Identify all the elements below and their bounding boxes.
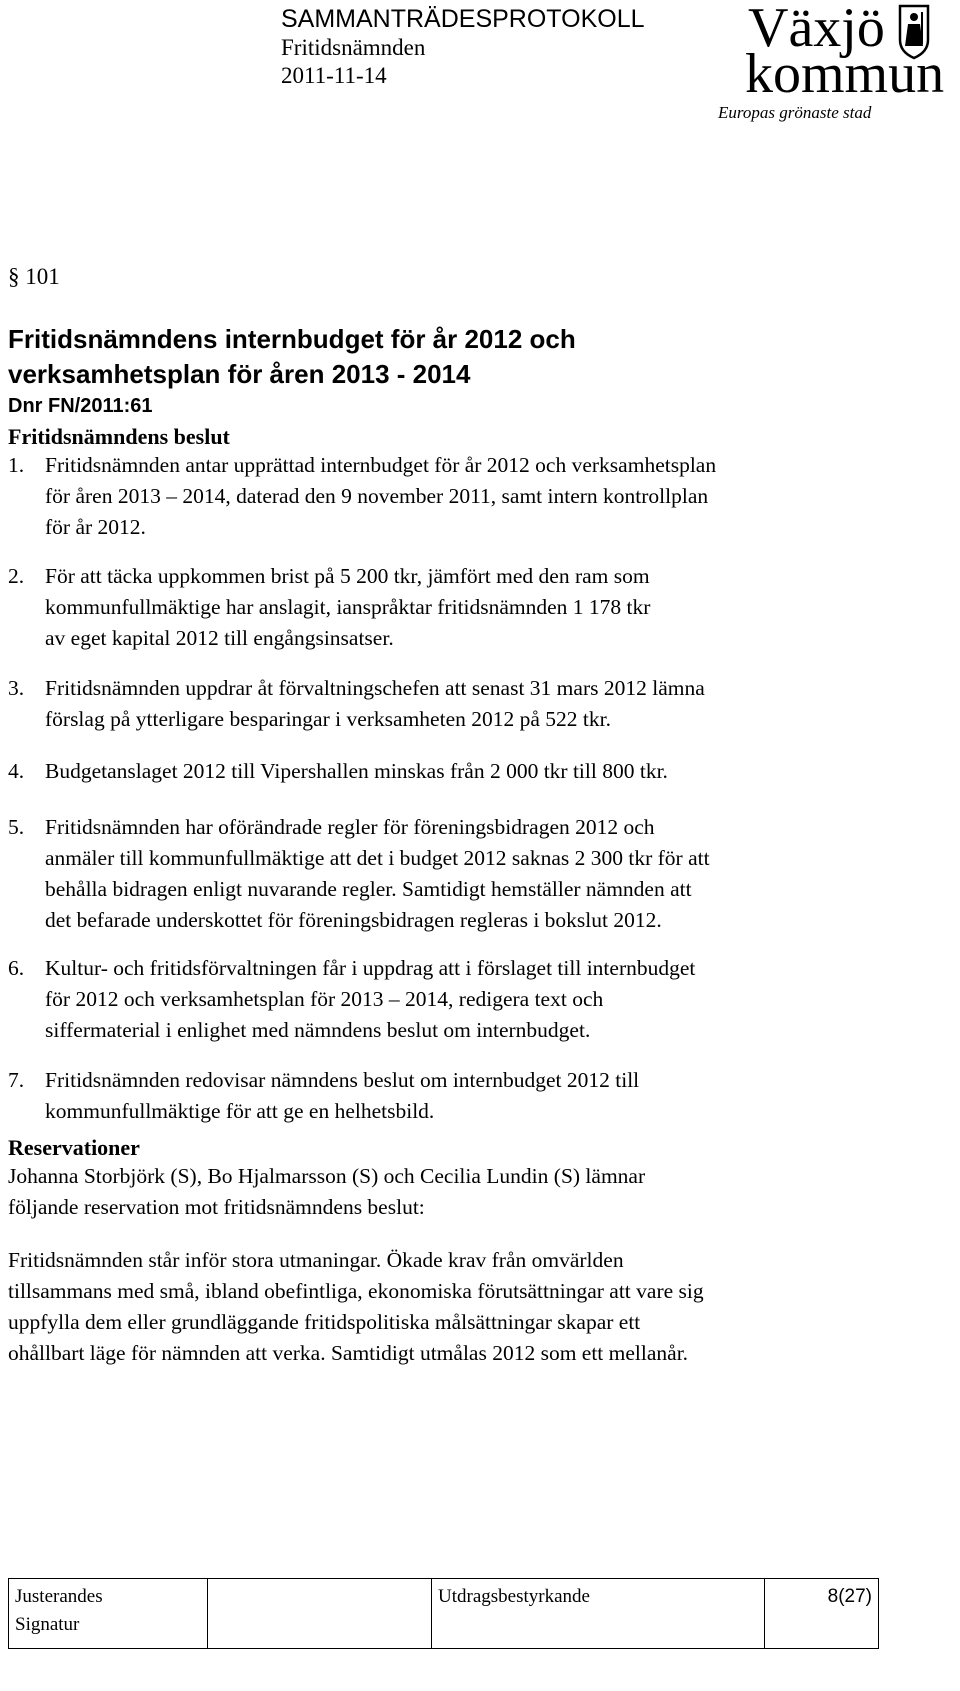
decision-item-3 [8,673,908,735]
document-title [8,322,576,392]
document-type: SAMMANTRÄDESPROTOKOLL [281,5,645,33]
decision-item-7 [8,1065,908,1127]
decision-text: Fritidsnämnden uppdrar åt förvaltningschefen att senast 31 mars 2012 lämna förslag på ytterligare besparingar i verksamheten 2012 på 522 tkr. [45,676,705,731]
decision-number: 1. [8,453,25,477]
utdragsbestyrkande-cell [432,1579,765,1649]
title-line-1: Fritidsnämndens internbudget för år 2012 och [8,324,576,354]
svg-text:Europas grönaste stad: Europas grönaste stad [718,103,872,122]
utdragsbestyrkande-label: Utdragsbestyrkande [438,1586,590,1607]
decision-text: Fritidsnämnden redovisar nämndens beslut om internbudget 2012 till kommunfullmäktige för att ge en helhetsbild. [45,1068,640,1123]
signature-blank-cell [208,1579,432,1649]
decision-heading: Fritidsnämndens beslut [8,424,230,449]
signature-footer [8,1578,879,1649]
decision-text: Fritidsnämnden har oförändrade regler för föreningsbidragen 2012 och anmäler till kommunfullmäktige att det i budget 2012 saknas 2 300 tkr för att behålla bidragen enligt nuvarande regler. Samtidigt hemställer nämnden att det befarade underskottet för föreningsbidragen regleras i bokslut 2012. [45,815,710,932]
decision-text: För att täcka uppkommen brist på 5 200 tkr, jämfört med den ram som kommunfullmäktige har anslagit, ianspråktar fritidsnämnden 1 178 tkr av eget kapital 2012 till engångsinsatser. [45,564,651,650]
reservations-heading: Reservationer [8,1135,140,1160]
decision-item-2 [8,561,908,654]
reservations-text: Johanna Storbjörk (S), Bo Hjalmarsson (S) och Cecilia Lundin (S) lämnar följande reservation mot fritidsnämndens beslut: [8,1164,646,1219]
decision-number: 4. [8,759,25,783]
svg-text:kommun: kommun [745,43,945,105]
decision-text: Kultur- och fritidsförvaltningen får i uppdrag att i förslaget till internbudget för 2012 och verksamhetsplan för 2013 – 2014, redigera text och siffermaterial i enlighet med nämndens beslut om internbudget. [45,956,696,1042]
svg-text:Växjö: Växjö [748,0,885,59]
justerandes-label: Justerandes [15,1586,103,1607]
section-number: § 101 [8,264,60,289]
decision-item-4 [8,756,908,787]
decision-number: 6. [8,956,25,980]
title-line-2: verksamhetsplan för åren 2013 - 2014 [8,359,471,389]
page-number-cell [765,1579,879,1649]
signatur-label: Signatur [15,1614,80,1635]
decision-number: 7. [8,1068,25,1092]
registration-number: Dnr FN/2011:61 [8,395,153,417]
decision-number: 2. [8,564,25,588]
meeting-date: 2011-11-14 [281,63,387,88]
page-number: 8(27) [827,1586,872,1607]
decision-number: 5. [8,815,25,839]
reservation-quote: Fritidsnämnden står inför stora utmaningar. Ökade krav från omvärlden tillsammans med små, ibland obefintliga, ekonomiska förutsättningar att vare sig uppfylla dem eller grundläggande fritidspolitiska målsättningar skapar ett ohållbart läge för nämnden att verka. Samtidigt utmålas 2012 som ett mellanår. [8,1248,704,1365]
committee-name: Fritidsnämnden [281,35,426,60]
decision-item-6 [8,953,908,1046]
vaxjo-kommun-logo [718,0,960,132]
decision-item-5 [8,812,908,936]
decision-text: Budgetanslaget 2012 till Vipershallen minskas från 2 000 tkr till 800 tkr. [45,759,668,783]
decision-number: 3. [8,676,25,700]
decision-text: Fritidsnämnden antar upprättad internbudget för år 2012 och verksamhetsplan för åren 2013 – 2014, daterad den 9 november 2011, samt intern kontrollplan för år 2012. [45,453,717,539]
justerandes-signatur-cell [9,1579,208,1649]
decision-item-1 [8,450,908,543]
